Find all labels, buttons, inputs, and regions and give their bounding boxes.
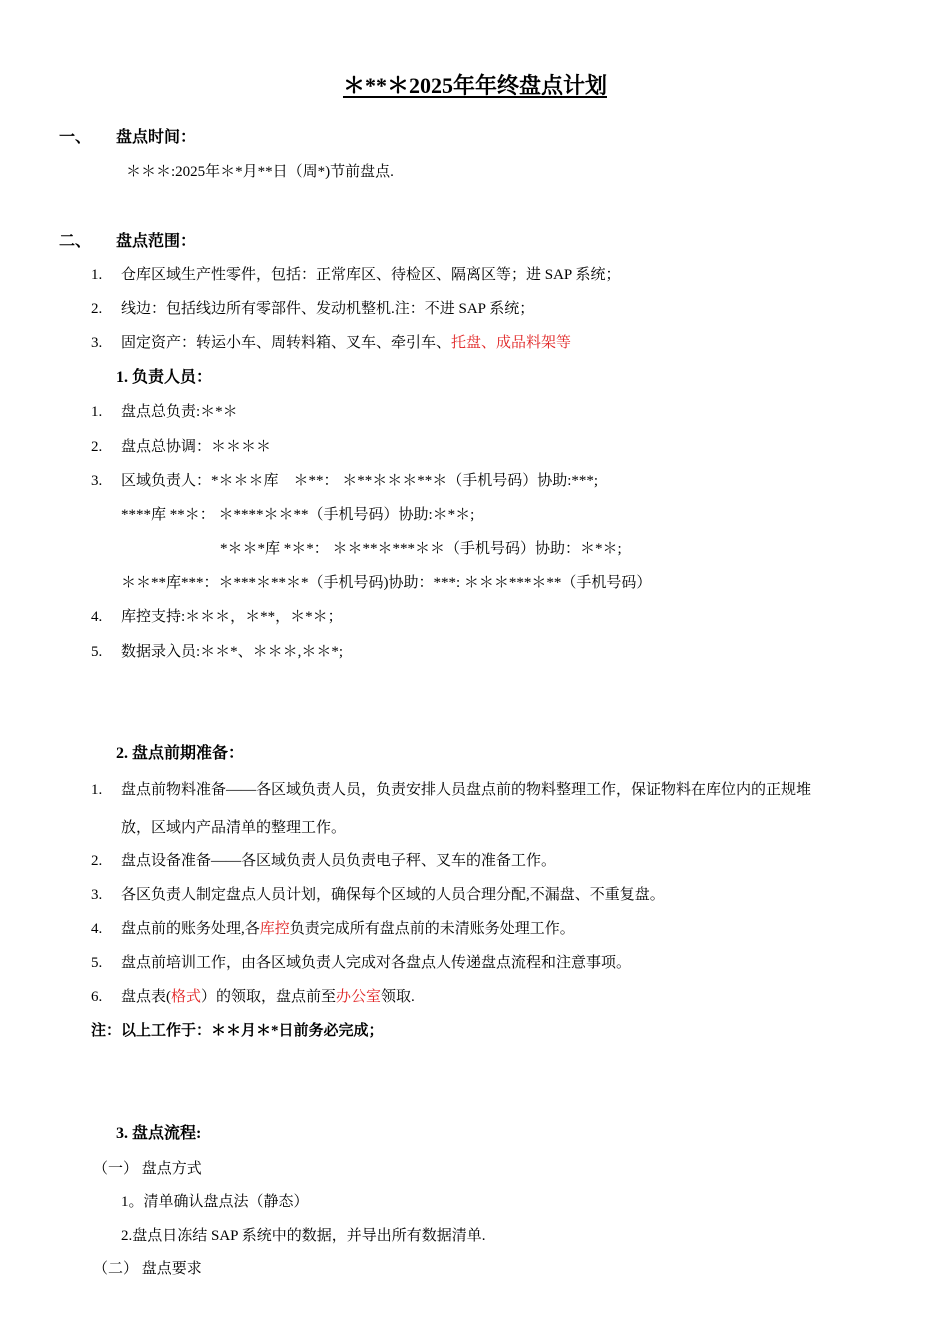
list-item-continuation: *＊＊*库 *＊*： ＊＊**＊***＊＊（手机号码）协助：＊*＊;	[220, 541, 622, 557]
part-heading: （二） 盘点要求	[93, 1261, 202, 1277]
subsection-1-heading: 1. 负责人员：	[116, 369, 213, 386]
highlighted-text: 格式	[171, 989, 202, 1005]
highlighted-text: 库控	[259, 921, 290, 937]
subsection-3-heading: 3. 盘点流程:	[116, 1125, 202, 1142]
list-item-continuation: ****库 **＊： ＊****＊＊**（手机号码）协助:＊*＊;	[121, 507, 475, 523]
list-item-continuation: ＊＊**库***：＊***＊**＊*（手机号码)协助：***: ＊＊＊***＊**（手机号码）	[121, 575, 652, 591]
section-2-number: 二、	[59, 233, 92, 250]
section-1-heading: 盘点时间：	[116, 129, 197, 146]
section-2-heading: 盘点范围：	[116, 233, 197, 250]
subsection-2-heading: 2. 盘点前期准备：	[116, 745, 245, 762]
list-item-continuation: 放，区域内产品清单的整理工作。	[121, 820, 347, 836]
document-page: ＊**＊2025年年终盘点计划 一、 盘点时间： ＊＊＊:2025年＊*月**日（周*)节前盘点. 二、 盘点范围： 1. 仓库区域生产性零件，包括：正常库区、待检区、隔离区等；进 SAP 系统； 2. 线边：包括线边所有零部件、发动机整机.注：不进 SAP 系统； 3. 固定资产：转运小车、周转料箱、叉车、牵引车、托盘、成品料架等 1. 负责人员： 1. 盘点总负责:＊*＊ 2. 盘点总协调：＊＊＊＊ 3. 区域负责人：*＊＊＊库 ＊**： ＊**＊＊＊**＊（手机号码）协助:***; ****库 **＊： ＊****＊＊**（手机号码）协助:＊*＊; *＊＊*库 *＊*： ＊＊**＊***＊＊（手机号码）协助：＊*＊; ＊＊**库***：＊***＊**＊*（手机号码)协助：***: ＊＊＊***＊**（手机号码） 4. 库控支持:＊＊＊，＊**，＊*＊； 5. 数据录入员:＊＊*、＊＊＊,＊＊*; 2. 盘点前期准备： 1. 盘点前物料准备——各区域负责人员，负责安排人员盘点前的物料整理工作，保证物料在库位内的正规堆 放，区域内产品清单的整理工作。 2. 盘点设备准备——各区域负责人员负责电子秤、叉车的准备工作。 3. 各区负责人制定盘点人员计划，确保每个区域的人员合理分配,不漏盘、不重复盘。 4. 盘点前的账务处理,各库控负责完成所有盘点前的未清账务处理工作。 5. 盘点前培训工作，由各区域负责人完成对各盘点人传递盘点流程和注意事项。 6. 盘点表(格式）的领取，盘点前至办公室领取. 注：以上工作于：＊＊月＊*日前务必完成； 3. 盘点流程: （一） 盘点方式 1。清单确认盘点法（静态） 2.盘点日冻结 SAP 系统中的数据，并导出所有数据清单. （二） 盘点要求	[0, 0, 950, 1344]
document-title: ＊**＊2025年年终盘点计划	[342, 73, 607, 98]
part-heading: （一） 盘点方式	[93, 1161, 202, 1177]
section-1-number: 一、	[59, 129, 92, 146]
highlighted-text: 办公室	[336, 989, 382, 1005]
section-1-text: ＊＊＊:2025年＊*月**日（周*)节前盘点.	[126, 164, 394, 180]
note-text: 注：以上工作于：＊＊月＊*日前务必完成；	[91, 1023, 384, 1039]
part-text: 2.盘点日冻结 SAP 系统中的数据，并导出所有数据清单.	[121, 1228, 486, 1244]
part-text: 1。清单确认盘点法（静态）	[121, 1194, 309, 1210]
highlighted-text: 托盘、成品料架等	[451, 335, 572, 351]
